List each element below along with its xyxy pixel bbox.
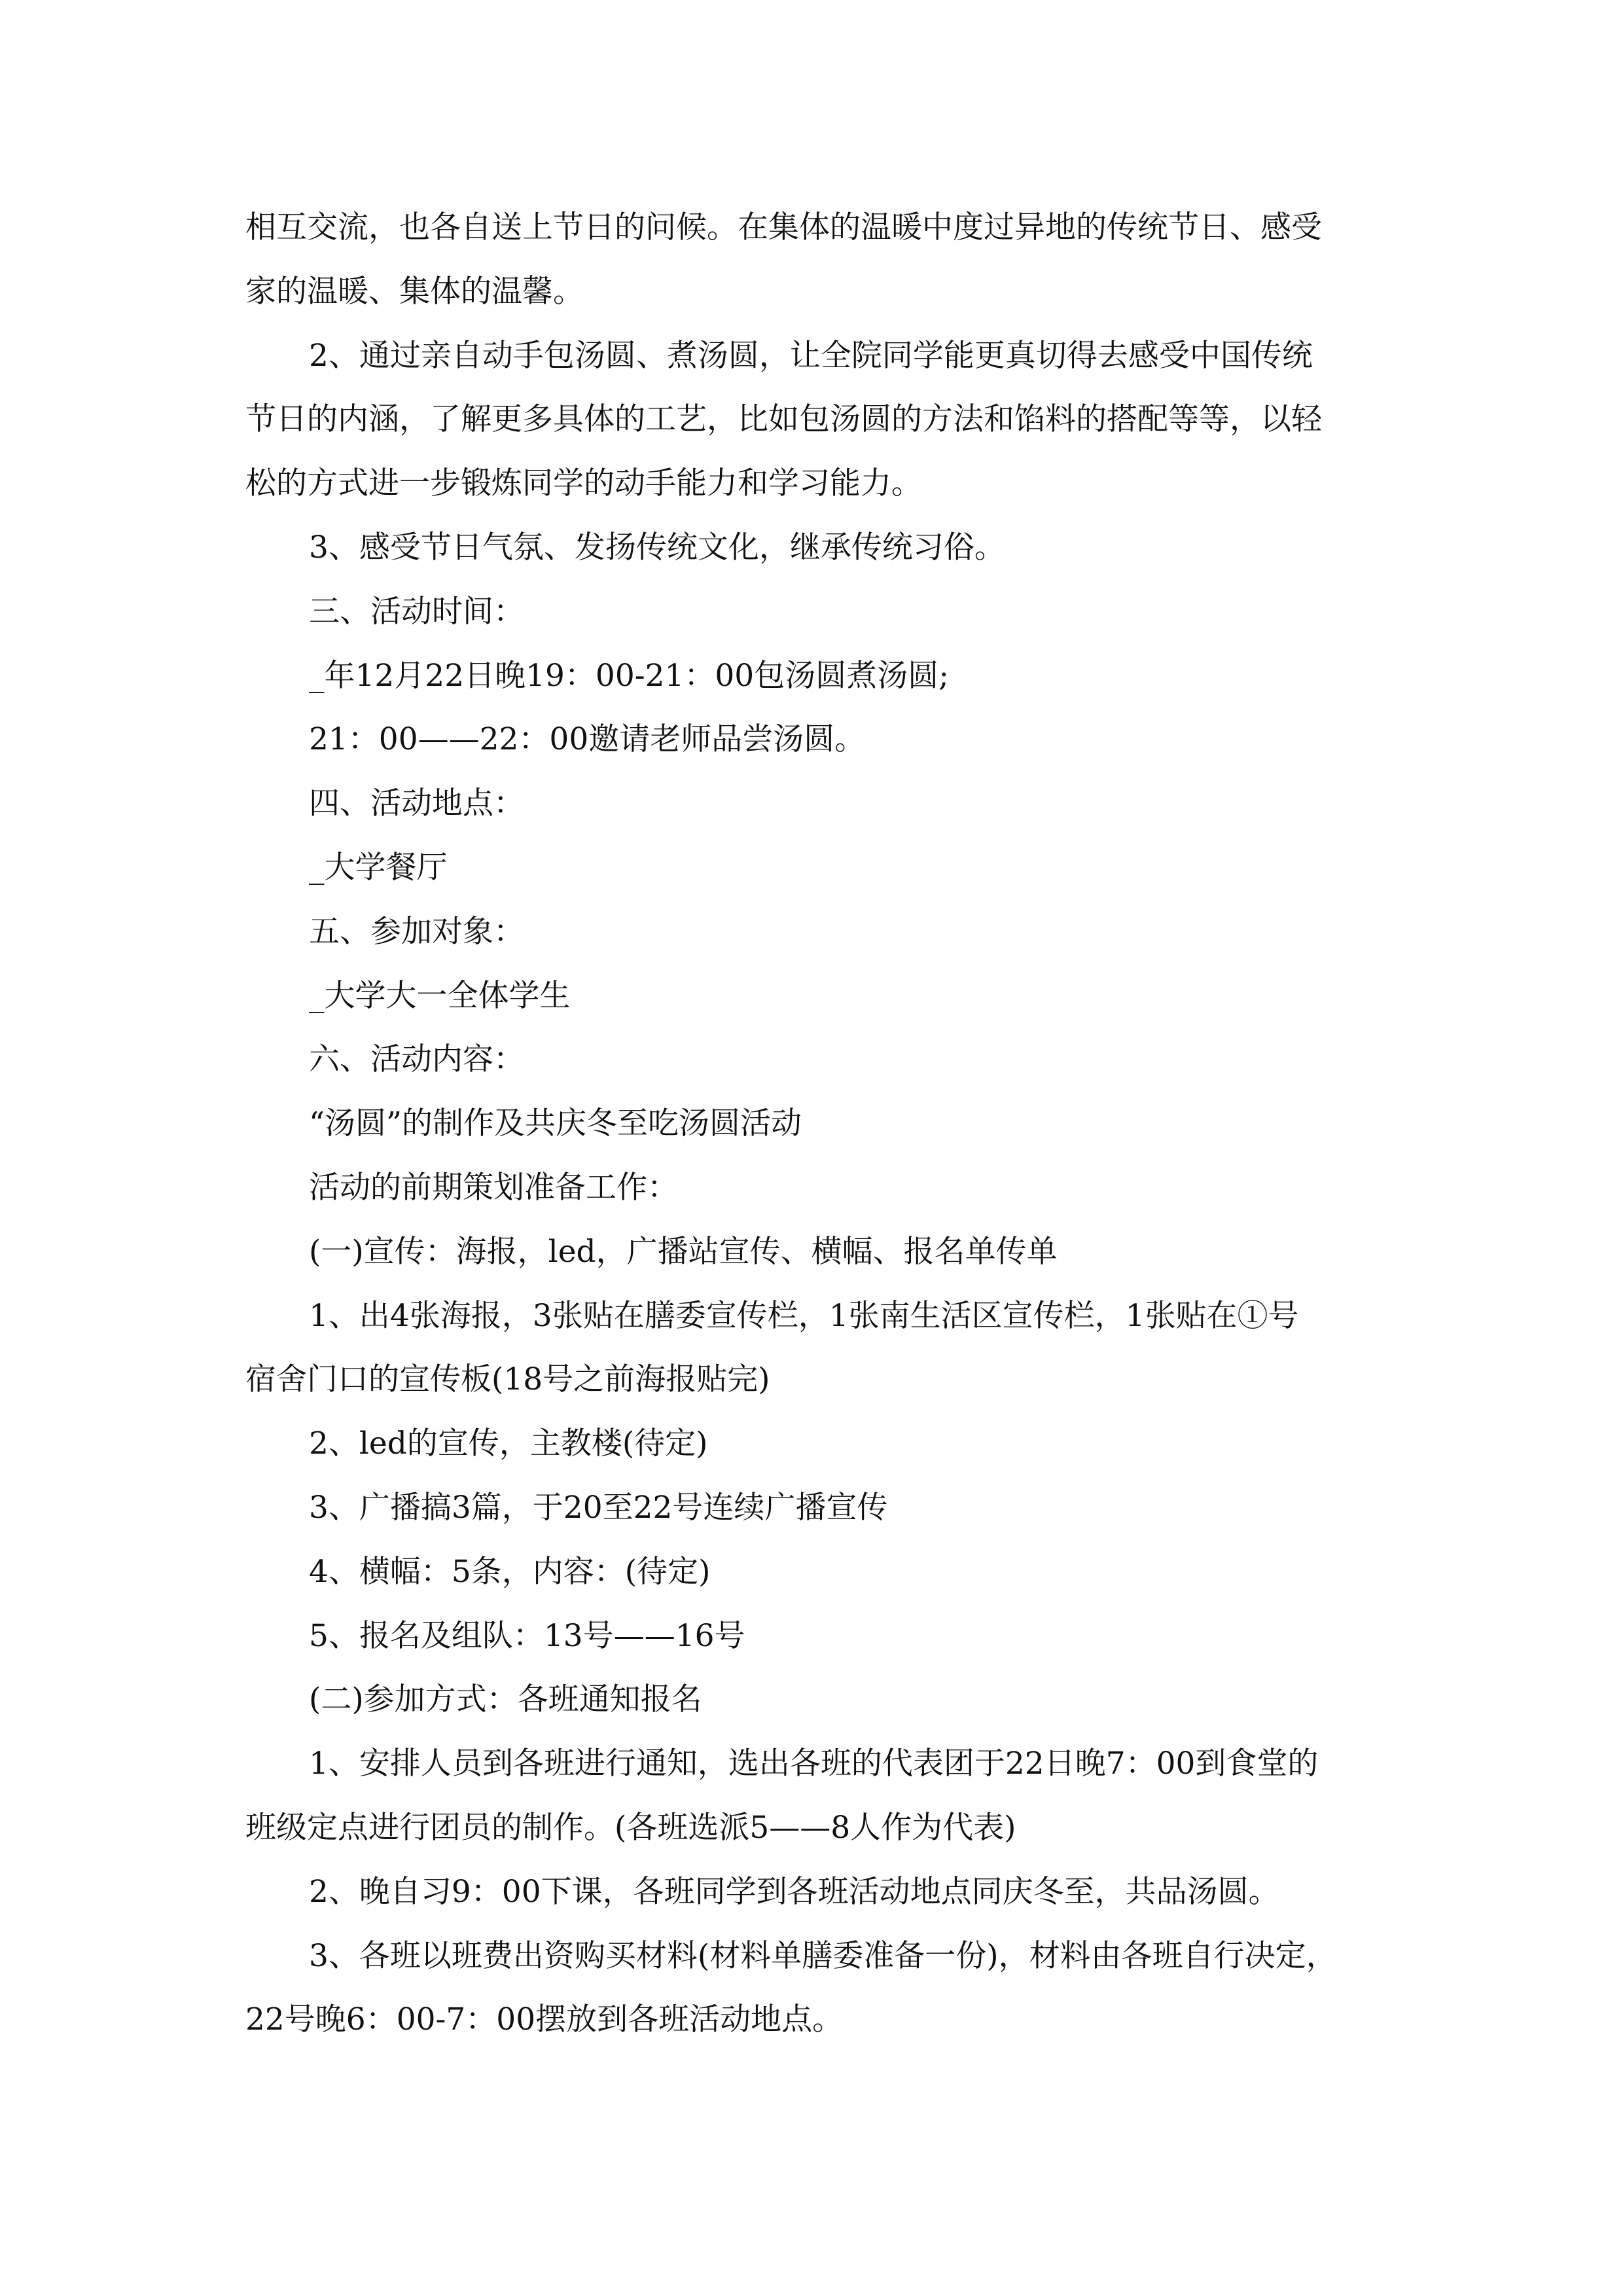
section-heading: 四、活动地点： — [309, 785, 524, 822]
text-line: 22号晚6：00-7：00摆放到各班活动地点。 — [245, 2001, 844, 2038]
text-line: 松的方式进一步锻炼同学的动手能力和学习能力。 — [245, 465, 922, 502]
text-line: 宿舍门口的宣传板(18号之前海报贴完) — [245, 1361, 770, 1398]
text-line: 相互交流，也各自送上节日的问候。在集体的温暖中度过异地的传统节日、感受 — [245, 209, 1322, 245]
text-line: 2、led的宣传，主教楼(待定) — [309, 1426, 708, 1462]
text-line: 1、出4张海报，3张贴在膳委宣传栏，1张南生活区宣传栏，1张贴在①号 — [309, 1297, 1299, 1334]
subsection-heading: (一)宣传：海报，led，广播站宣传、横幅、报名单传单 — [309, 1233, 1058, 1270]
text-line: 4、横幅：5条，内容：(待定) — [309, 1553, 711, 1590]
text-line: 班级定点进行团员的制作。(各班选派5——8人作为代表) — [245, 1809, 1016, 1846]
text-line: 5、报名及组队：13号——16号 — [309, 1617, 745, 1654]
text-line: 3、感受节日气氛、发扬传统文化，继承传统习俗。 — [309, 529, 1005, 565]
text-line: _大学大一全体学生 — [309, 977, 571, 1014]
text-line: _大学餐厅 — [309, 849, 448, 886]
section-heading: 三、活动时间： — [309, 593, 524, 630]
text-line: 活动的前期策划准备工作： — [309, 1169, 678, 1206]
text-line: 21：00——22：00邀请老师品尝汤圆。 — [309, 721, 866, 758]
text-line: _年12月22日晚19：00-21：00包汤圆煮汤圆; — [309, 657, 950, 694]
section-heading: 五、参加对象： — [309, 913, 524, 950]
section-heading: 六、活动内容： — [309, 1041, 524, 1078]
text-line: 2、通过亲自动手包汤圆、煮汤圆，让全院同学能更真切得去感受中国传统 — [309, 337, 1313, 374]
text-line: “汤圆”的制作及共庆冬至吃汤圆活动 — [309, 1105, 802, 1142]
text-line: 2、晚自习9：00下课，各班同学到各班活动地点同庆冬至，共品汤圆。 — [309, 1873, 1279, 1910]
text-line: 节日的内涵，了解更多具体的工艺，比如包汤圆的方法和馅料的搭配等等，以轻 — [245, 401, 1322, 438]
subsection-heading: (二)参加方式：各班通知报名 — [309, 1681, 702, 1718]
text-line: 3、广播搞3篇，于20至22号连续广播宣传 — [309, 1489, 888, 1526]
text-line: 1、安排人员到各班进行通知，选出各班的代表团于22日晚7：00到食堂的 — [309, 1746, 1319, 1782]
text-line: 家的温暖、集体的温馨。 — [245, 273, 584, 310]
text-line: 3、各班以班费出资购买材料(材料单膳委准备一份)，材料由各班自行决定， — [309, 1937, 1337, 1974]
document-page — [245, 196, 1397, 2052]
